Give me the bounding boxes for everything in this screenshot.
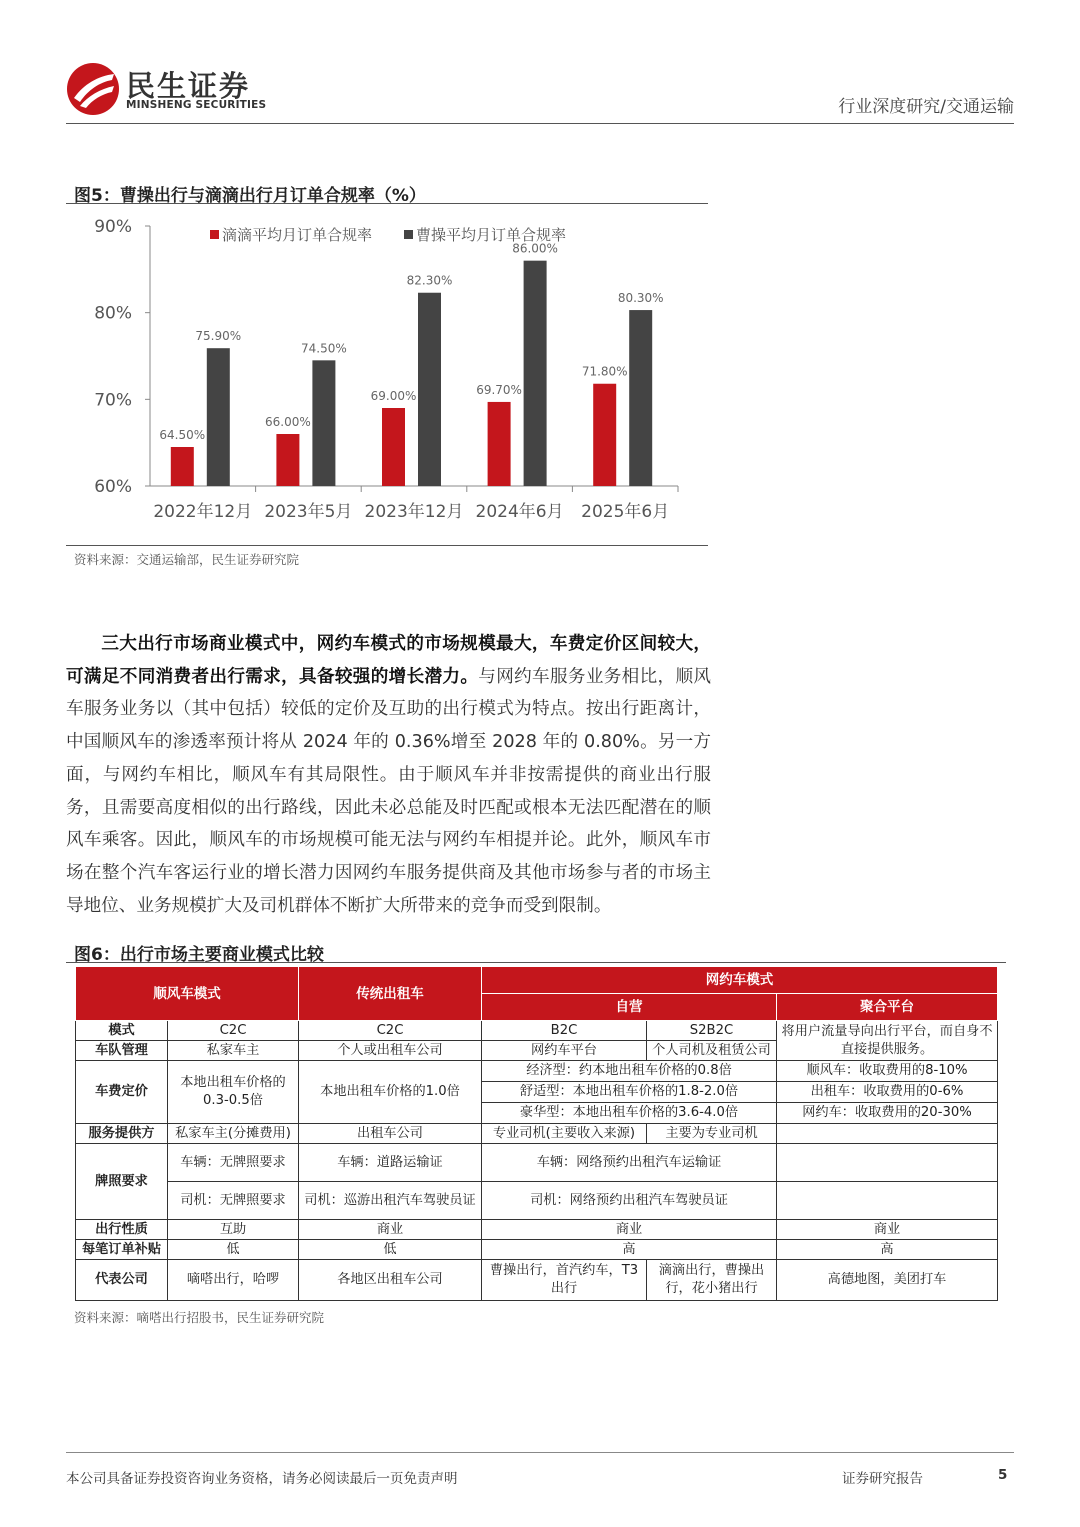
company-logo (66, 62, 266, 118)
row-header-company: 代表公司 (76, 1260, 168, 1301)
page-number: 5 (998, 1467, 1008, 1483)
header-taxi: 传统出租车 (299, 967, 482, 1021)
table-row (76, 1061, 998, 1082)
figure5-bottom-rule (66, 545, 708, 546)
table-cell: 个人或出租车公司 (299, 1041, 482, 1061)
bar-didi (382, 408, 405, 486)
y-tick-label: 80% (94, 303, 132, 324)
y-tick-label: 90% (94, 217, 132, 237)
header-wangyueche: 网约车模式 (482, 967, 998, 994)
header-juhe: 聚合平台 (777, 994, 998, 1021)
row-header-license: 牌照要求 (76, 1144, 168, 1220)
table-row (76, 1144, 998, 1182)
table-cell: 商业 (777, 1220, 998, 1240)
row-header-fleet: 车队管理 (76, 1041, 168, 1061)
paragraph-body-text: 与网约车服务业务相比，顺风车服务业务以（其中包括）较低的定价及互助的出行模式为特点。按出行距离计，中国顺风车的渗透率预计将从 2024 年的 0.36%增至 2028 年的 0.80%。另一方面，与网约车相比，顺风车有其局限性。由于顺风车并非按需提供的商业出行服务，且需要高度相似的出行路线，因此未必总能及时匹配或根本无法匹配潜在的顺风车乘客。因此，顺风车的市场规模可能无法与网约车相提并论。此外，顺风车市场在整个汽车客运行业的增长潜力因网约车服务提供商及其他市场参与者的市场主导地位、业务规模扩大及司机群体不断扩大所带来的竞争而受到限制。 (66, 666, 711, 916)
legend-label: 滴滴平均月订单合规率 (222, 226, 373, 244)
data-label: 74.50% (301, 341, 347, 356)
x-tick-label: 2022年12月 (153, 502, 253, 522)
legend-swatch (404, 230, 413, 239)
figure5-title-rule (66, 203, 708, 204)
figure5-title: 图5：曹操出行与滴滴出行月订单合规率（%） (74, 186, 426, 206)
data-label: 64.50% (159, 428, 206, 442)
table-cell: 高 (777, 1240, 998, 1260)
table-cell: 司机：网络预约出租汽车驾驶员证 (482, 1182, 777, 1220)
data-label: 82.30% (406, 273, 453, 288)
table-cell (777, 1124, 998, 1144)
table-row (76, 1182, 998, 1220)
data-label: 69.70% (476, 382, 522, 397)
table-row (76, 1124, 998, 1144)
table-cell: C2C (168, 1021, 299, 1041)
table-cell: 司机：无牌照要求 (168, 1182, 299, 1220)
figure6-title-rule (66, 962, 1006, 963)
table-cell: 曹操出行，首汽约车，T3出行 (482, 1260, 647, 1301)
table-cell: 低 (168, 1240, 299, 1260)
table-cell: 嘀嗒出行，哈啰 (168, 1260, 299, 1301)
table-header-row (76, 967, 998, 994)
paragraph-bold-lead: 三大出行市场商业模式中，网约车模式的市场规模最大，车费定价区间较大，可满足不同消费者出行需求，具备较强的增长潜力。 (66, 634, 711, 687)
table-cell (777, 1182, 998, 1220)
table-cell: 本地出租车价格的0.3-0.5倍 (168, 1061, 299, 1124)
table-cell: 私家车主(分摊费用) (168, 1124, 299, 1144)
table-row (76, 1240, 998, 1260)
bar-caocao (524, 261, 547, 486)
table-cell: 专业司机(主要收入来源) (482, 1124, 647, 1144)
row-header-nature: 出行性质 (76, 1220, 168, 1240)
table-cell: 高德地图，美团打车 (777, 1260, 998, 1301)
x-tick-label: 2024年6月 (475, 502, 564, 522)
header-shunfeng: 顺风车模式 (76, 967, 299, 1021)
data-label: 86.00% (512, 241, 558, 256)
data-label: 66.00% (265, 415, 311, 429)
table-cell: 出租车公司 (299, 1124, 482, 1144)
row-header-fare: 车费定价 (76, 1061, 168, 1124)
table-cell: 车辆：无牌照要求 (168, 1144, 299, 1182)
table-row (76, 1260, 998, 1301)
table-cell: S2B2C (647, 1021, 777, 1041)
row-header-mode: 模式 (76, 1021, 168, 1041)
x-tick-label: 2023年5月 (264, 502, 353, 522)
table-row (76, 1220, 998, 1240)
table-cell: 司机：巡游出租汽车驾驶员证 (299, 1182, 482, 1220)
header-ziying: 自营 (482, 994, 777, 1021)
bar-didi (488, 402, 511, 486)
figure6-title: 图6：出行市场主要商业模式比较 (74, 945, 324, 965)
table-cell: 豪华型：本地出租车价格的3.6-4.0倍 (482, 1103, 777, 1124)
table-cell: 舒适型：本地出租车价格的1.8-2.0倍 (482, 1082, 777, 1103)
table-cell: 各地区出租车公司 (299, 1260, 482, 1301)
table-cell: 车辆：网络预约出租汽车运输证 (482, 1144, 777, 1182)
x-tick-label: 2023年12月 (364, 502, 464, 522)
table-cell: 私家车主 (168, 1041, 299, 1061)
bar-caocao (207, 348, 230, 486)
table-cell: 本地出租车价格的1.0倍 (299, 1061, 482, 1124)
compliance-rate-bar-chart (66, 208, 706, 538)
data-label: 75.90% (195, 329, 242, 344)
bar-caocao (418, 293, 441, 486)
table-cell: 主要为专业司机 (647, 1124, 777, 1144)
logo-text-en: MINSHENG SECURITIES (126, 99, 267, 111)
bar-didi (593, 384, 616, 486)
business-model-comparison-table (75, 966, 998, 1301)
row-header-provider: 服务提供方 (76, 1124, 168, 1144)
figure5-source: 资料来源：交通运输部，民生证券研究院 (74, 552, 300, 567)
table-cell: 车辆：道路运输证 (299, 1144, 482, 1182)
table-cell: 经济型：约本地出租车价格的0.8倍 (482, 1061, 777, 1082)
bar-caocao (312, 360, 335, 486)
table-cell: 出租车：收取费用的0-6% (777, 1082, 998, 1103)
x-tick-label: 2025年6月 (581, 502, 670, 522)
legend-swatch (210, 230, 219, 239)
report-section: 行业深度研究/交通运输 (838, 97, 1014, 117)
y-tick-label: 70% (94, 390, 132, 411)
table-cell: 网约车平台 (482, 1041, 647, 1061)
table-cell: 滴滴出行，曹操出行，花小猪出行 (647, 1260, 777, 1301)
table-row (76, 1021, 998, 1041)
bar-didi (276, 434, 299, 486)
data-label: 71.80% (581, 364, 628, 379)
table-cell: 高 (482, 1240, 777, 1260)
table-cell: 顺风车：收取费用的8-10% (777, 1061, 998, 1082)
bar-didi (171, 447, 194, 486)
table-cell: 个人司机及租赁公司 (647, 1041, 777, 1061)
table-cell: B2C (482, 1021, 647, 1041)
footer-disclaimer: 本公司具备证券投资咨询业务资格，请务必阅读最后一页免责声明 (66, 1471, 458, 1487)
row-header-subsidy: 每笔订单补贴 (76, 1240, 168, 1260)
table-cell: 网约车：收取费用的20-30% (777, 1103, 998, 1124)
header-divider (66, 123, 1014, 124)
logo-text-cn: 民生证券 (126, 69, 251, 103)
footer-divider (66, 1452, 1014, 1453)
table-cell (777, 1144, 998, 1182)
table-cell: 互助 (168, 1220, 299, 1240)
footer-report-type: 证券研究报告 (842, 1471, 923, 1487)
table-cell: 商业 (482, 1220, 777, 1240)
legend-label: 曹操平均月订单合规率 (416, 226, 567, 244)
logo-emblem-icon (66, 62, 120, 116)
figure6-source: 资料来源：嘀嗒出行招股书，民生证券研究院 (74, 1310, 325, 1325)
data-label: 69.00% (370, 389, 417, 403)
body-paragraph (66, 628, 711, 922)
table-cell: 商业 (299, 1220, 482, 1240)
bar-caocao (629, 310, 652, 486)
table-cell: 将用户流量导向出行平台，而自身不直接提供服务。 (777, 1021, 998, 1061)
y-tick-label: 60% (94, 477, 132, 497)
table-cell: 低 (299, 1240, 482, 1260)
table-cell: C2C (299, 1021, 482, 1041)
data-label: 80.30% (617, 291, 664, 306)
